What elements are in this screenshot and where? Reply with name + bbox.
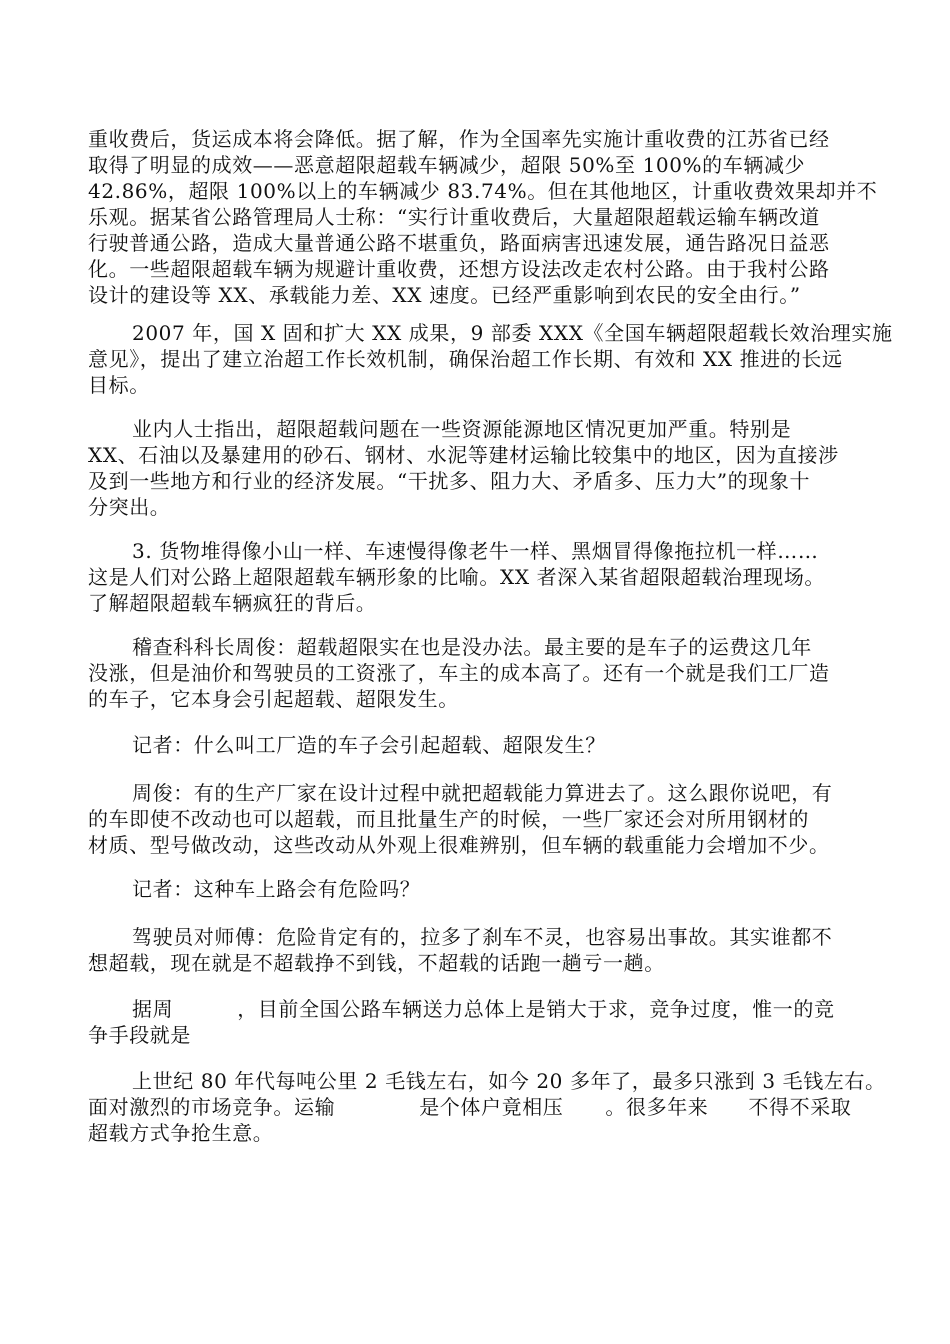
text-line: 没涨，但是油价和驾驶员的工资涨了，车主的成本高了。还有一个就是我们工厂造 xyxy=(88,661,830,685)
text-line: 取得了明显的成效——恶意超限超载车辆减少，超限 50%至 100%的车辆减少 xyxy=(88,153,806,177)
text-line: 记者：什么叫工厂造的车子会引起超载、超限发生？ xyxy=(132,733,606,757)
paragraph-11 xyxy=(88,1068,886,1146)
text-line: 记者：这种车上路会有危险吗？ xyxy=(132,877,421,901)
text-line: 业内人士指出，超限超载问题在一些资源能源地区情况更加严重。特别是 xyxy=(132,417,792,441)
text-line: 化。一些超限超载车辆为规避计重收费，还想方设法改走农村公路。由于我村公路 xyxy=(88,257,830,281)
paragraph-4 xyxy=(88,538,878,616)
text-line: XX、石油以及暴建用的砂石、钢材、水泥等建材运输比较集中的地区，因为直接涉 xyxy=(88,443,839,467)
text-fragment: 。很多年来 xyxy=(605,1095,709,1119)
text-line: 重收费后，货运成本将会降低。据了解，作为全国率先实施计重收费的江苏省已经 xyxy=(88,127,830,151)
text-line xyxy=(88,1094,878,1120)
paragraph-3 xyxy=(88,416,878,520)
text-line: 这是人们对公路上超限超载车辆形象的比喻。XX 者深入某省超限超载治理现场。 xyxy=(88,565,826,589)
text-line: 42.86%，超限 100%以上的车辆减少 83.74%。但在其他地区，计重收费效果却并不 xyxy=(88,179,878,203)
text-line: 上世纪 80 年代每吨公里 2 毛钱左右，如今 20 多年了，最多只涨到 3 毛钱左右。 xyxy=(132,1069,886,1093)
paragraph-7 xyxy=(88,780,878,858)
text-fragment: 面对激烈的市场竞争。运输 xyxy=(88,1095,336,1119)
text-line: 争手段就是 xyxy=(88,1023,191,1047)
paragraph-1 xyxy=(88,126,878,308)
text-line: 稽查科科长周俊：超载超限实在也是没办法。最主要的是车子的运费这几年 xyxy=(132,635,812,659)
paragraph-8 xyxy=(88,876,878,902)
text-line: 分突出。 xyxy=(88,495,171,519)
text-line: 驾驶员对师傅：危险肯定有的，拉多了刹车不灵，也容易出事故。其实谁都不 xyxy=(132,925,833,949)
paragraph-5 xyxy=(88,634,878,712)
text-line: 材质、型号做改动，这些改动从外观上很难辨别，但车辆的载重能力会增加不少。 xyxy=(88,833,830,857)
text-line: 了解超限超载车辆疯狂的背后。 xyxy=(88,591,377,615)
text-line: 3. 货物堆得像小山一样、车速慢得像老牛一样、黑烟冒得像拖拉机一样…… xyxy=(132,539,819,563)
paragraph-9 xyxy=(88,924,878,976)
paragraph-2 xyxy=(88,320,893,398)
text-fragment: 据周 xyxy=(132,997,174,1021)
text-line: 的车子，它本身会引起超载、超限发生。 xyxy=(88,687,459,711)
text-line: 乐观。据某省公路管理局人士称：“实行计重收费后，大量超限超载运输车辆改道 xyxy=(88,205,820,229)
text-fragment: ，目前全国公路车辆送力总体上是销大于求，竞争过度，惟一的竞 xyxy=(237,997,835,1021)
paragraph-6 xyxy=(88,732,878,758)
text-line: 周俊：有的生产厂家在设计过程中就把超载能力算进去了。这么跟你说吧，有 xyxy=(132,781,833,805)
paragraph-10 xyxy=(88,996,878,1048)
text-line: 及到一些地方和行业的经济发展。“干扰多、阻力大、矛盾多、压力大”的现象十 xyxy=(88,469,811,493)
text-fragment: 不得不采取 xyxy=(748,1095,852,1119)
text-line xyxy=(88,996,878,1022)
text-fragment: 是个体户竟相压 xyxy=(419,1095,564,1119)
text-line: 超载方式争抢生意。 xyxy=(88,1121,274,1145)
text-line: 行驶普通公路，造成大量普通公路不堪重负，路面病害迅速发展，通告路况日益恶 xyxy=(88,231,830,255)
text-line: 想超载，现在就是不超载挣不到钱，不超载的话跑一趟亏一趟。 xyxy=(88,951,665,975)
text-line: 2007 年，国 X 固和扩大 XX 成果，9 部委 XXX《全国车辆超限超载长效治理实施 xyxy=(132,321,893,345)
text-line: 的车即使不改动也可以超载，而且批量生产的时候，一些厂家还会对所用钢材的 xyxy=(88,807,809,831)
text-line: 设计的建设等 XX、承载能力差、XX 速度。已经严重影响到农民的安全由行。” xyxy=(88,283,801,307)
text-line: 意见》，提出了建立治超工作长效机制，确保治超工作长期、有效和 XX 推进的长远 xyxy=(88,347,843,371)
text-line: 目标。 xyxy=(88,373,150,397)
